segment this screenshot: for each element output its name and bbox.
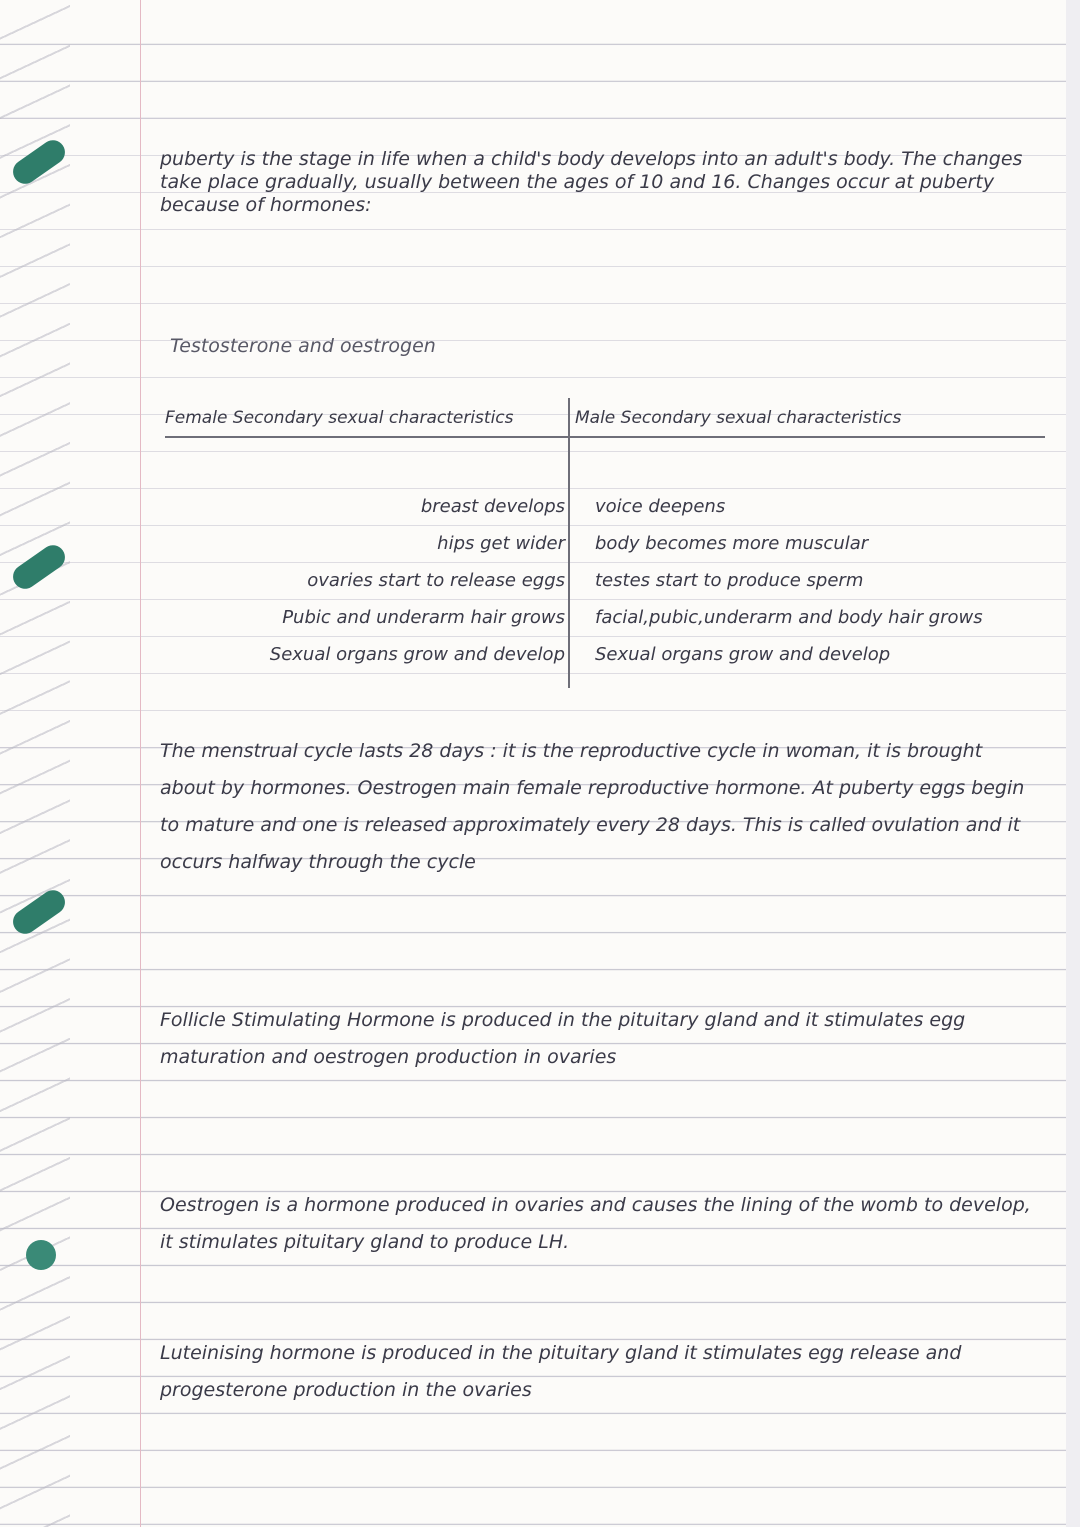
male-row: testes start to produce sperm bbox=[595, 570, 864, 591]
female-row: ovaries start to release eggs bbox=[307, 570, 565, 591]
female-row: hips get wider bbox=[437, 533, 565, 554]
female-row: Sexual organs grow and develop bbox=[269, 644, 565, 665]
table-divider bbox=[568, 398, 570, 688]
oestrogen-paragraph: Oestrogen is a hormone produced in ovaries and causes the lining of the womb to develop, it stimulates pituitary gland to produce LH. bbox=[160, 1194, 1031, 1253]
female-column bbox=[165, 488, 565, 673]
male-row: facial,pubic,underarm and body hair grows bbox=[595, 607, 983, 628]
margin-line bbox=[140, 0, 141, 1527]
page-binding bbox=[0, 0, 70, 1527]
menstrual-cycle-paragraph: The menstrual cycle lasts 28 days : it is the reproductive cycle in woman, it is brought about by hormones. Oestrogen main female reproductive hormone. At puberty eggs begin to mature and one is released approximately every 28 days. This is called ovulation and it occurs halfway through the cycle bbox=[160, 740, 1025, 873]
male-column bbox=[595, 488, 1045, 673]
intro-paragraph: puberty is the stage in life when a child's body develops into an adult's body. The changes take place gradually, usually between the ages of 10 and 16. Changes occur at puberty because of hormones: bbox=[160, 148, 1023, 216]
female-row: Pubic and underarm hair grows bbox=[282, 607, 565, 628]
characteristics-table bbox=[165, 398, 1045, 688]
male-header: Male Secondary sexual characteristics bbox=[575, 408, 902, 428]
table-header-line bbox=[165, 436, 1045, 438]
female-row: breast develops bbox=[420, 496, 565, 517]
page-edge bbox=[1066, 0, 1080, 1527]
fsh-paragraph: Follicle Stimulating Hormone is produced in the pituitary gland and it stimulates egg maturation and oestrogen production in ovaries bbox=[160, 1009, 966, 1068]
male-row: Sexual organs grow and develop bbox=[595, 644, 891, 665]
hormones-heading: Testosterone and oestrogen bbox=[170, 335, 436, 357]
lh-paragraph: Luteinising hormone is produced in the pituitary gland it stimulates egg release and progesterone production in the ovaries bbox=[160, 1342, 962, 1401]
binder-ring bbox=[26, 1240, 56, 1270]
female-header: Female Secondary sexual characteristics bbox=[165, 408, 514, 428]
male-row: voice deepens bbox=[595, 496, 726, 517]
male-row: body becomes more muscular bbox=[595, 533, 869, 554]
